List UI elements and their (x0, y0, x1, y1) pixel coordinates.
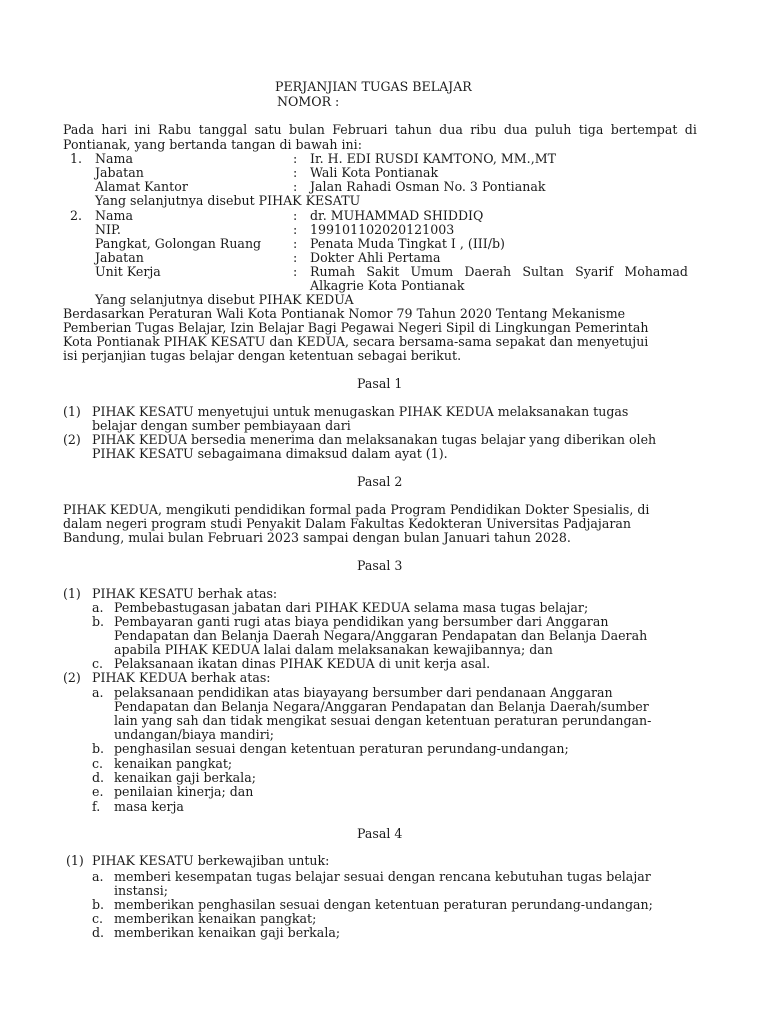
word: satu (254, 122, 282, 137)
list-letter: d. (92, 770, 105, 785)
party-row-label: Nama (95, 208, 133, 223)
section-heading: Pasal 4 (357, 826, 403, 841)
clause-text: PIHAK KESATU menyetujui untuk menugaskan PIHAK KEDUA melaksanakan tugas (92, 404, 629, 419)
list-letter: b. (92, 897, 105, 912)
list-item-text: kenaikan pangkat; (114, 756, 233, 771)
clause-text: PIHAK KESATU sebagaimana dimaksud dalam ayat (1). (92, 446, 448, 461)
party-row-value: 199101102020121003 (310, 222, 455, 237)
list-item-text: Pembebastugasan jabatan dari PIHAK KEDUA selama masa tugas belajar; (114, 600, 589, 615)
clause-text: PIHAK KESATU berhak atas: (92, 586, 278, 601)
paragraph-line: isi perjanjian tugas belajar dengan ketentuan sebagai berikut. (63, 348, 462, 363)
document-number-label: NOMOR : (277, 94, 340, 109)
word: tahun (394, 122, 432, 137)
list-item-text: memberi kesempatan tugas belajar sesuai dengan rencana kebutuhan tugas belajar (114, 869, 651, 884)
party-row-value: Jalan Rahadi Osman No. 3 Pontianak (310, 179, 546, 194)
list-letter: c. (92, 656, 104, 671)
clause-number: (1) (63, 586, 81, 601)
list-item-text: memberikan kenaikan pangkat; (114, 911, 317, 926)
word: Umum (410, 264, 454, 279)
list-item-text: penghasilan sesuai dengan ketentuan peraturan perundang-undangan; (114, 741, 569, 756)
party-row-label: Nama (95, 151, 133, 166)
party1-designation: Yang selanjutnya disebut PIHAK KESATU (95, 193, 361, 208)
paragraph-line: Kota Pontianak PIHAK KESATU dan KEDUA, secara bersama-sama sepakat dan menyetujui (63, 334, 649, 349)
list-item-text: Pelaksanaan ikatan dinas PIHAK KEDUA di unit kerja asal. (114, 656, 491, 671)
list-letter: b. (92, 614, 105, 629)
party-row-colon: : (293, 151, 298, 166)
list-item-text: Pendapatan dan Belanja Negara/Anggaran Pendapatan dan Belanja Daerah/sumber (114, 699, 649, 714)
word: Rumah (310, 264, 356, 279)
list-letter: e. (92, 784, 104, 799)
party-row-label: Pangkat, Golongan Ruang (95, 236, 262, 251)
opening-paragraph-line: Pontianak, yang bertanda tangan di bawah ini: (63, 137, 362, 152)
list-item-text: memberikan kenaikan gaji berkala; (114, 925, 341, 940)
party-row-label: Jabatan (95, 165, 144, 180)
document-title: PERJANJIAN TUGAS BELAJAR (275, 79, 472, 94)
paragraph-line: Berdasarkan Peraturan Wali Kota Pontianak Nomor 79 Tahun 2020 Tentang Mekanisme (63, 306, 626, 321)
clause-number: (2) (63, 432, 81, 447)
list-item-text: undangan/biaya mandiri; (114, 727, 274, 742)
paragraph-line: Bandung, mulai bulan Februari 2023 sampai dengan bulan Januari tahun 2028. (63, 530, 571, 545)
word: bertempat (610, 122, 678, 137)
word: Sultan (522, 264, 564, 279)
list-letter: a. (92, 685, 104, 700)
word: Mohamad (624, 264, 688, 279)
word: bulan (289, 122, 325, 137)
word: dua (503, 122, 528, 137)
word: Pada (63, 122, 94, 137)
list-letter: c. (92, 911, 104, 926)
list-item-text: pelaksanaan pendidikan atas biayayang bersumber dari pendanaan Anggaran (114, 685, 613, 700)
party2-designation: Yang selanjutnya disebut PIHAK KEDUA (95, 292, 354, 307)
list-item-text: apabila PIHAK KEDUA lalai dalam melaksanakan kewajibannya; dan (114, 642, 553, 657)
word: tanggal (198, 122, 248, 137)
clause-number: (1) (63, 404, 81, 419)
word: Februari (332, 122, 388, 137)
clause-number: (1) (66, 853, 84, 868)
list-item-text: Pendapatan dan Belanja Daerah Negara/Anggaran Pendapatan dan Belanja Daerah (114, 628, 648, 643)
clause-text: PIHAK KESATU berkewajiban untuk: (92, 853, 330, 868)
clause-number: (2) (63, 670, 81, 685)
list-item-text: Pembayaran ganti rugi atas biaya pendidikan yang bersumber dari Anggaran (114, 614, 609, 629)
list-item-text: lain yang sah dan tidak mengikat sesuai dengan ketentuan peraturan perundangan- (114, 713, 652, 728)
party-row-value: dr. MUHAMMAD SHIDDIQ (310, 208, 484, 223)
word: Sakit (366, 264, 400, 279)
paragraph-line: dalam negeri program studi Penyakit Dalam Fakultas Kedokteran Universitas Padjajaran (63, 516, 631, 531)
word: ribu (470, 122, 497, 137)
list-letter: b. (92, 741, 105, 756)
party-row-value: Dokter Ahli Pertama (310, 250, 441, 265)
list-letter: a. (92, 869, 104, 884)
clause-text: PIHAK KEDUA bersedia menerima dan melaksanakan tugas belajar yang diberikan oleh (92, 432, 657, 447)
paragraph-line: Pemberian Tugas Belajar, Izin Belajar Bagi Pegawai Negeri Sipil di Lingkungan Pemerintah (63, 320, 649, 335)
party-row-value: Wali Kota Pontianak (310, 165, 439, 180)
list-letter: c. (92, 756, 104, 771)
party2-number: 2. (70, 208, 83, 223)
clause-text: belajar dengan sumber pembiayaan dari (92, 418, 351, 433)
party-row-label: Unit Kerja (95, 264, 161, 279)
party-row-colon: : (293, 165, 298, 180)
word: ini (134, 122, 151, 137)
party1-number: 1. (70, 151, 83, 166)
list-letter: f. (92, 799, 101, 814)
party-row-colon: : (293, 208, 298, 223)
party-row-value: Penata Muda Tingkat I , (III/b) (310, 236, 505, 251)
party-row-colon: : (293, 264, 298, 279)
party-row-value: Ir. H. EDI RUSDI KAMTONO, MM.,MT (310, 151, 556, 166)
word: Syarif (575, 264, 614, 279)
word: Rabu (157, 122, 192, 137)
list-item-text: masa kerja (114, 799, 184, 814)
opening-paragraph-line (63, 122, 697, 137)
party-row-colon: : (293, 179, 298, 194)
section-heading: Pasal 3 (357, 558, 403, 573)
party-row-value-continued: Alkagrie Kota Pontianak (310, 278, 465, 293)
list-item-text: memberikan penghasilan sesuai dengan ketentuan peraturan perundang-undangan; (114, 897, 653, 912)
party-row-colon: : (293, 236, 298, 251)
party-row-colon: : (293, 250, 298, 265)
list-letter: a. (92, 600, 104, 615)
word: dua (439, 122, 463, 137)
list-item-text: penilaian kinerja; dan (114, 784, 254, 799)
word: di (684, 122, 697, 137)
list-letter: d. (92, 925, 105, 940)
word: Daerah (464, 264, 512, 279)
word: tiga (578, 122, 604, 137)
party-row-label: Jabatan (95, 250, 144, 265)
list-item-text: instansi; (114, 883, 169, 898)
word: hari (101, 122, 128, 137)
word: puluh (534, 122, 572, 137)
party-row-label: NIP. (95, 222, 121, 237)
section-heading: Pasal 2 (357, 474, 403, 489)
section-heading: Pasal 1 (357, 376, 403, 391)
party-row-label: Alamat Kantor (95, 179, 188, 194)
party-row-colon: : (293, 222, 298, 237)
list-item-text: kenaikan gaji berkala; (114, 770, 256, 785)
paragraph-line: PIHAK KEDUA, mengikuti pendidikan formal pada Program Pendidikan Dokter Spesialis, di (63, 502, 650, 517)
party-row-value (310, 264, 688, 279)
clause-text: PIHAK KEDUA berhak atas: (92, 670, 271, 685)
